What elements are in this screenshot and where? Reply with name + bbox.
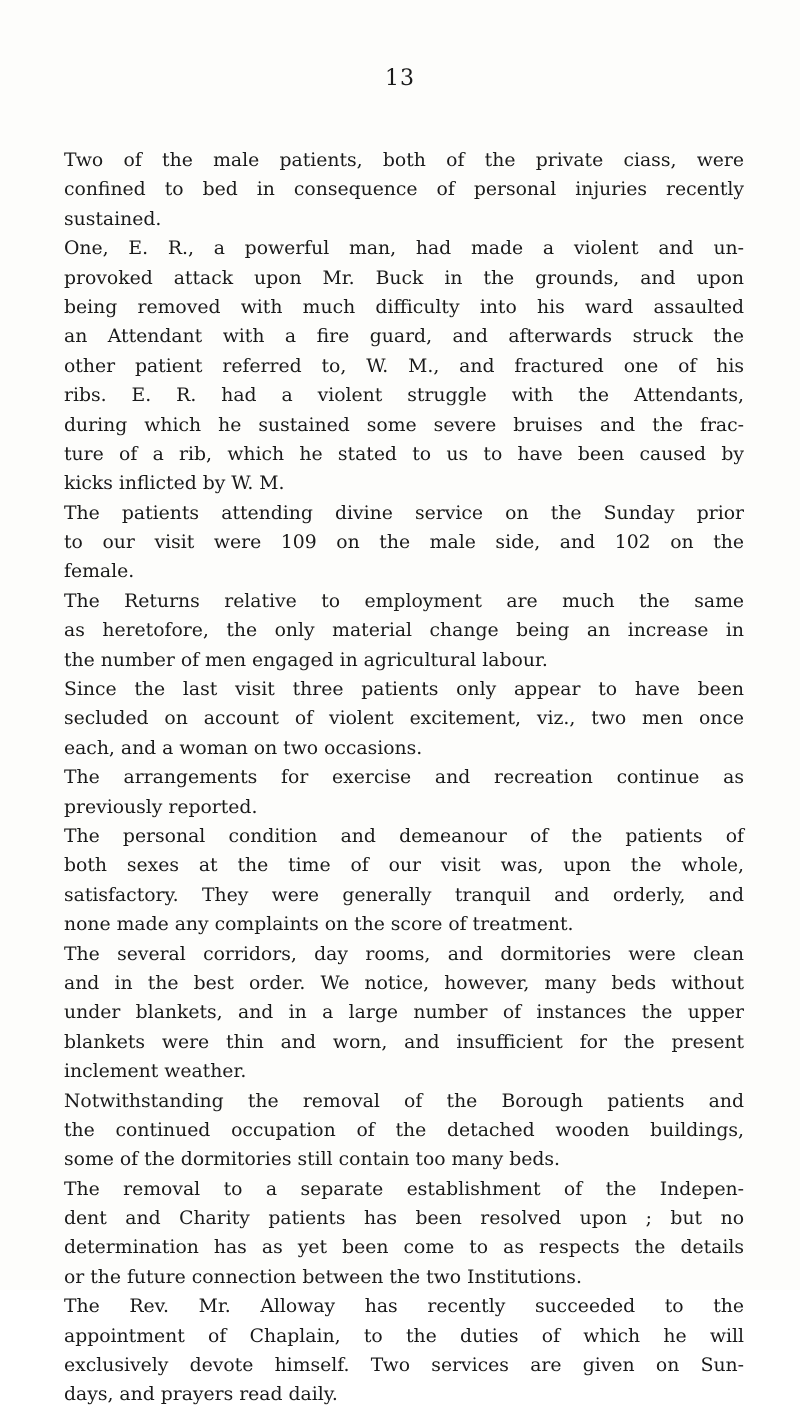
text-line: both sexes at the time of our visit was, upon the whole, xyxy=(64,855,744,877)
text-line: or the future connection between the two Institutions. xyxy=(64,1266,582,1288)
text-line: under blankets, and in a large number of instances the upper xyxy=(64,1002,744,1024)
text-line: some of the dormitories still contain too many beds. xyxy=(64,1149,560,1171)
text-line: secluded on account of violent excitement, viz., two men once xyxy=(64,708,744,730)
text-line: provoked attack upon Mr. Buck in the grounds, and upon xyxy=(64,267,744,289)
text-line: The patients attending divine service on the Sunday prior xyxy=(64,502,744,524)
text-line: the number of men engaged in agricultural labour. xyxy=(64,649,548,671)
text-line: during which he sustained some severe bruises and the frac- xyxy=(64,414,744,436)
text-line: sustained. xyxy=(64,208,162,230)
text-line: other patient referred to, W. M., and fractured one of his xyxy=(64,355,744,377)
text-line: The removal to a separate establishment of the Indepen- xyxy=(64,1178,744,1200)
text-line: previously reported. xyxy=(64,796,258,818)
text-line: Two of the male patients, both of the private ciass, were xyxy=(64,150,744,171)
text-line: the continued occupation of the detached wooden buildings, xyxy=(64,1119,744,1141)
text-line: being removed with much difficulty into his ward assaulted xyxy=(64,296,744,318)
text-line: The Rev. Mr. Alloway has recently succeeded to the xyxy=(64,1296,744,1318)
body-text xyxy=(64,146,744,1410)
text-line: The arrangements for exercise and recreation continue as xyxy=(64,767,744,789)
text-line: inclement weather. xyxy=(64,1061,247,1083)
text-line: The several corridors, day rooms, and dormitories were clean xyxy=(64,943,744,965)
text-line: determination has as yet been come to as respects the details xyxy=(64,1237,744,1259)
text-line: female. xyxy=(64,561,135,583)
text-line: confined to bed in consequence of personal injuries recently xyxy=(64,179,744,201)
text-line: appointment of Chaplain, to the duties of which he will xyxy=(64,1325,744,1347)
text-line: exclusively devote himself. Two services are given on Sun- xyxy=(64,1355,744,1377)
text-line: satisfactory. They were generally tranquil and orderly, and xyxy=(64,884,744,906)
text-line: Since the last visit three patients only appear to have been xyxy=(64,679,744,701)
text-line: blankets were thin and worn, and insufficient for the present xyxy=(64,1031,744,1053)
text-line: an Attendant with a fire guard, and afterwards struck the xyxy=(64,326,744,348)
page-number: 13 xyxy=(385,66,415,91)
text-line: as heretofore, the only material change being an increase in xyxy=(64,620,744,642)
text-line: none made any complaints on the score of treatment. xyxy=(64,914,574,936)
text-line: ture of a rib, which he stated to us to have been caused by xyxy=(64,443,744,465)
text-line: dent and Charity patients has been resolved upon ; but no xyxy=(64,1208,744,1230)
text-line: to our visit were 109 on the male side, and 102 on the xyxy=(64,532,744,554)
text-line: ribs. E. R. had a violent struggle with the Attendants, xyxy=(64,385,744,407)
text-line: One, E. R., a powerful man, had made a violent and un- xyxy=(64,238,744,260)
text-line: and in the best order. We notice, however, many beds without xyxy=(64,972,744,994)
text-line: Notwithstanding the removal of the Borough patients and xyxy=(64,1090,744,1112)
text-line: each, and a woman on two occasions. xyxy=(64,737,423,759)
text-line: The personal condition and demeanour of the patients of xyxy=(64,825,744,847)
text-line: days, and prayers read daily. xyxy=(64,1384,338,1406)
text-line: The Returns relative to employment are much the same xyxy=(64,590,744,612)
text-line: kicks inflicted by W. M. xyxy=(64,473,285,495)
